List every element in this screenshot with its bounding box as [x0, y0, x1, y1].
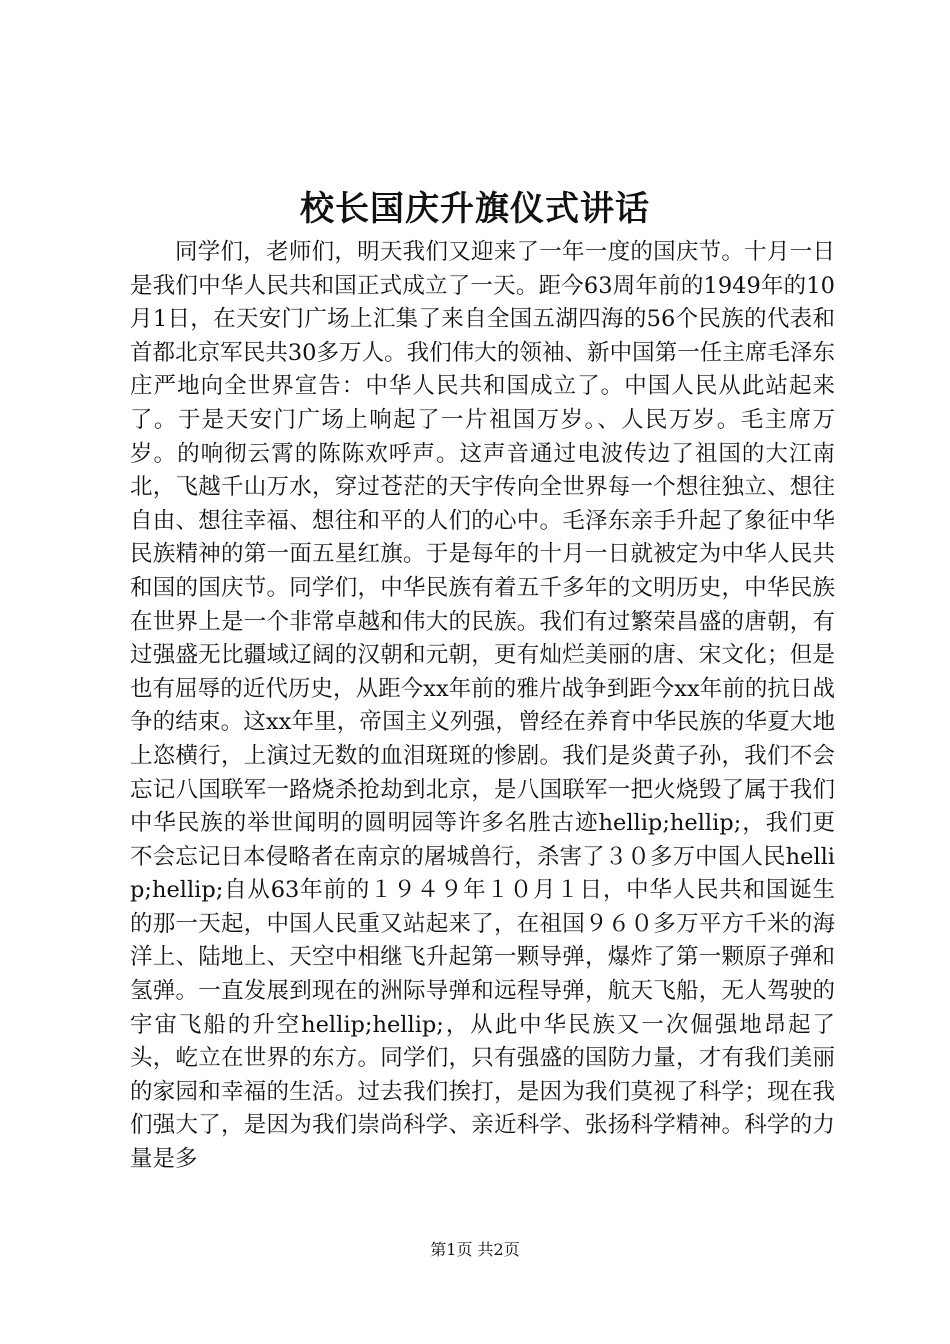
page-footer: 第1页 共2页 — [430, 1240, 520, 1259]
document-body-paragraph: 同学们，老师们，明天我们又迎来了一年一度的国庆节。十月一日是我们中华人民共和国正式成立了一天。距今63周年前的1949年的10月1日，在天安门广场上汇集了来自全国五湖四海的56个民族的代表和首都北京军民共30多万人。我们伟大的领袖、新中国第一任主席毛泽东庄严地向全世界宣告：中华人民共和国成立了。中国人民从此站起来了。于是天安门广场上响起了一片祖国万岁。、人民万岁。毛主席万岁。的响彻云霄的陈陈欢呼声。这声音通过电波传边了祖国的大江南北，飞越千山万水，穿过苍茫的天宇传向全世界每一个想往独立、想往自由、想往幸福、想往和平的人们的心中。毛泽东亲手升起了象征中华民族精神的第一面五星红旗。于是每年的十月一日就被定为中华人民共和国的国庆节。同学们，中华民族有着五千多年的文明历史，中华民族在世界上是一个非常卓越和伟大的民族。我们有过繁荣昌盛的唐朝，有过强盛无比疆域辽阔的汉朝和元朝，更有灿烂美丽的唐、宋文化；但是也有屈辱的近代历史，从距今xx年前的雅片战争到距今xx年前的抗日战争的结束。这xx年里，帝国主义列强，曾经在养育中华民族的华夏大地上恣横行，上演过无数的血泪斑斑的惨剧。我们是炎黄子孙，我们不会忘记八国联军一路烧杀抢劫到北京，是八国联军一把火烧毁了属于我们中华民族的举世闻明的圆明园等许多名胜古迹hellip;hellip;，我们更不会忘记日本侵略者在南京的屠城兽行，杀害了３０多万中国人民hellip;hellip;自从63年前的１９４９年１０月１日，中华人民共和国诞生的那一天起，中国人民重又站起来了，在祖国９６０多万平方千米的海洋上、陆地上、天空中相继飞升起第一颗导弹，爆炸了第一颗原子弹和氢弹。一直发展到现在的洲际导弹和远程导弹，航天飞船，无人驾驶的宇宙飞船的升空hellip;hellip;，从此中华民族又一次倔强地昂起了头，屹立在世界的东方。同学们，只有强盛的国防力量，才有我们美丽的家园和幸福的生活。过去我们挨打，是因为我们莫视了科学；现在我们强大了，是因为我们崇尚科学、亲近科学、张扬科学精神。科学的力量是多 — [130, 239, 835, 1173]
document-title: 校长国庆升旗仪式讲话 — [300, 189, 650, 229]
